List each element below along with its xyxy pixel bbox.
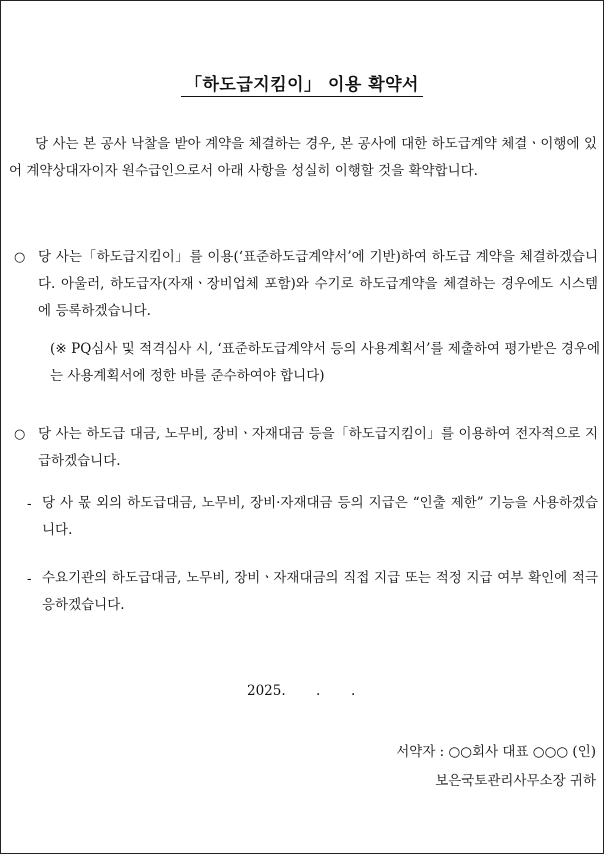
document-title: 「하도급지킴이」 이용 확약서 <box>181 75 423 97</box>
item-1-text: 당 사는「하도급지킴이」를 이용(‘표준하도급계약서’에 기반)하여 하도급 계약을 체결하겠습니다. 아울러, 하도급자(자재ㆍ장비업체 포함)와 수기로 하도급계약을 체결하는 경우에도 시스템에 등록하겠습니다. <box>38 249 598 319</box>
item-1-note: (※ PQ심사 및 적격심사 시, ‘표준하도급계약서 등의 사용계획서’를 제출하여 평가받은 경우에는 사용계획서에 정한 바를 준수하여야 합니다) <box>50 341 600 384</box>
signature-line: 서약자 : ○○회사 대표 ○○○ (인) <box>396 744 596 760</box>
date-year: 2025. <box>247 683 286 699</box>
circle-bullet-icon: ○ <box>14 427 26 442</box>
intro-paragraph: 당 사는 본 공사 낙찰을 받아 계약을 체결하는 경우, 본 공사에 대한 하도급계약 체결ㆍ이행에 있어 계약상대자이자 원수급인으로서 아래 사항을 성실히 이행할 것을 확약합니다. <box>9 136 597 179</box>
dash-bullet-icon: - <box>27 571 32 587</box>
dash-bullet-icon: - <box>27 496 32 512</box>
circle-bullet-icon: ○ <box>14 250 26 265</box>
addressee-line: 보은국토관리사무소장 귀하 <box>435 773 596 789</box>
date-day: . <box>351 683 356 699</box>
date-month: . <box>316 683 321 699</box>
document-title-wrap <box>0 70 604 95</box>
item-2-sub-2: 수요기관의 하도급대금, 노무비, 장비ㆍ자재대금의 직접 지급 또는 적정 지급 여부 확인에 적극 응하겠습니다. <box>42 570 598 613</box>
item-2-sub-1: 당 사 몫 외의 하도급대금, 노무비, 장비·자재대금 등의 지급은 “인출 제한” 기능을 사용하겠습니다. <box>42 495 598 538</box>
item-2-text: 당 사는 하도급 대금, 노무비, 장비ㆍ자재대금 등을「하도급지킴이」를 이용하여 전자적으로 지급하겠습니다. <box>38 426 598 469</box>
